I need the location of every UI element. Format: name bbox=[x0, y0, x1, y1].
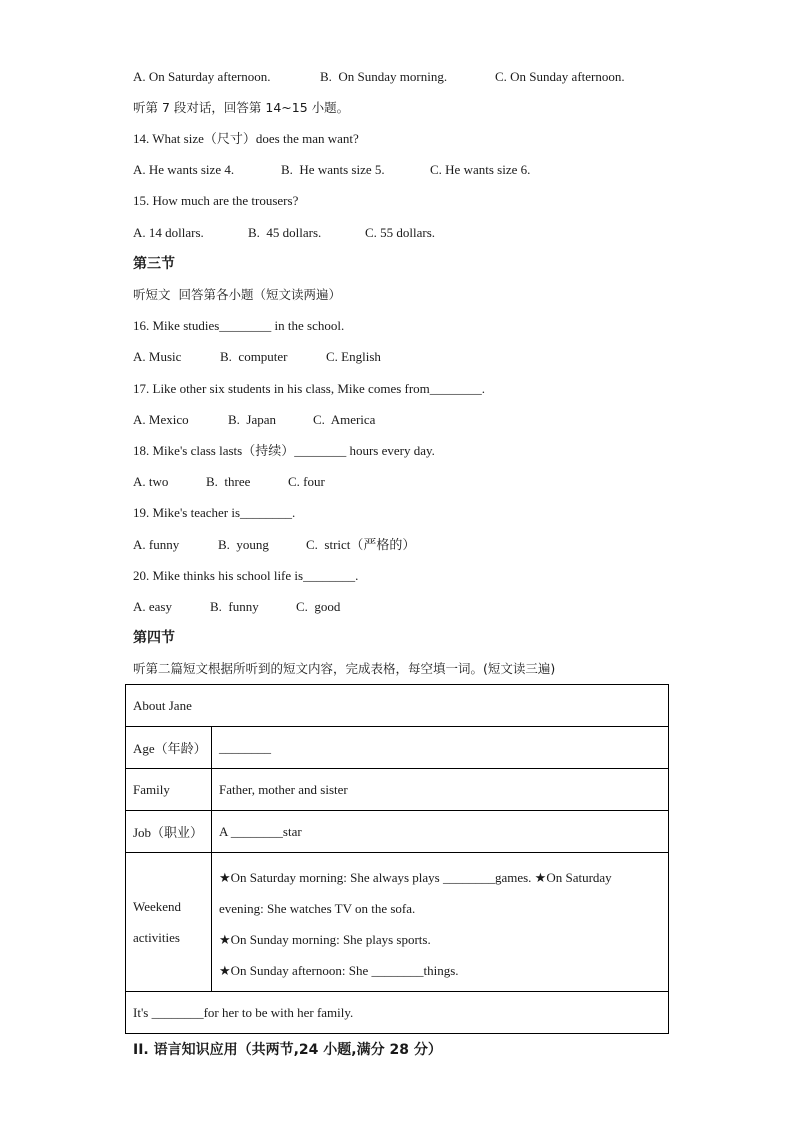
q15-stem: 15. How much are the trousers? bbox=[133, 193, 299, 208]
q14-option-a: A. He wants size 4. bbox=[133, 162, 235, 177]
q20-option-c: C. good bbox=[296, 599, 341, 614]
table-row bbox=[126, 992, 669, 1034]
q18-stem: 18. Mike's class lasts（持续）________ hours every day. bbox=[133, 443, 435, 458]
job-value: A ________star bbox=[212, 811, 669, 853]
q19-stem: 19. Mike's teacher is________. bbox=[133, 505, 296, 520]
job-label: Job（职业） bbox=[126, 811, 212, 853]
q18-option-a: A. two bbox=[133, 474, 169, 489]
table-row bbox=[126, 685, 669, 727]
table-row bbox=[126, 853, 669, 992]
weekend-line: ★On Sunday afternoon: She ________things. bbox=[219, 963, 459, 978]
family-value: Father, mother and sister bbox=[212, 769, 669, 811]
table-footer-cell: It's ________for her to be with her family. bbox=[126, 992, 669, 1034]
q17-option-c: C. America bbox=[313, 412, 376, 427]
q17-option-b: B. Japan bbox=[228, 412, 277, 427]
q16-option-b: B. computer bbox=[220, 349, 288, 364]
about-jane-table bbox=[125, 684, 669, 1034]
q20-option-a: A. easy bbox=[133, 599, 172, 614]
q20-option-b: B. funny bbox=[210, 599, 259, 614]
q14-stem: 14. What size（尺寸）does the man want? bbox=[133, 131, 359, 146]
q13-option-b: B. On Sunday morning. bbox=[320, 69, 448, 84]
section3-instruction: 听短文 回答第各小题（短文读两遍） bbox=[133, 287, 341, 302]
q18-option-b: B. three bbox=[206, 474, 251, 489]
q15-option-a: A. 14 dollars. bbox=[133, 225, 204, 240]
family-label: Family bbox=[126, 769, 212, 811]
q18-option-c: C. four bbox=[288, 474, 325, 489]
dialog7-instruction: 听第 7 段对话，回答第 14~15 小题。 bbox=[133, 100, 350, 115]
table-header-cell: About Jane bbox=[126, 685, 669, 727]
part2-heading: II. 语言知识应用（共两节,24 小题,满分 28 分） bbox=[133, 1042, 442, 1058]
q14-option-c: C. He wants size 6. bbox=[430, 162, 531, 177]
weekend-label-line1: Weekend bbox=[133, 899, 182, 914]
table-row bbox=[126, 811, 669, 853]
q16-stem: 16. Mike studies________ in the school. bbox=[133, 318, 345, 333]
q14-option-b: B. He wants size 5. bbox=[281, 162, 385, 177]
weekend-label-line2: activities bbox=[133, 930, 180, 945]
age-label: Age（年龄） bbox=[126, 727, 212, 769]
q13-option-c: C. On Sunday afternoon. bbox=[495, 69, 625, 84]
section4-instruction: 听第二篇短文根据所听到的短文内容，完成表格，每空填一词。(短文读三遍) bbox=[133, 661, 556, 676]
weekend-line: ★On Saturday morning: She always plays ________games. ★On Saturday bbox=[219, 870, 612, 885]
q13-option-a: A. On Saturday afternoon. bbox=[133, 69, 271, 84]
q15-option-b: B. 45 dollars. bbox=[248, 225, 322, 240]
table-row bbox=[126, 727, 669, 769]
table-row bbox=[126, 769, 669, 811]
q19-option-a: A. funny bbox=[133, 537, 180, 552]
q19-option-c: C. strict（严格的） bbox=[306, 537, 416, 552]
weekend-line: ★On Sunday morning: She plays sports. bbox=[219, 932, 431, 947]
q17-stem: 17. Like other six students in his class, Mike comes from________. bbox=[133, 381, 486, 396]
q20-stem: 20. Mike thinks his school life is________. bbox=[133, 568, 359, 583]
weekend-label bbox=[126, 853, 212, 992]
q19-option-b: B. young bbox=[218, 537, 269, 552]
section4-title: 第四节 bbox=[133, 630, 175, 646]
age-blank: ________ bbox=[212, 727, 669, 769]
weekend-line: evening: She watches TV on the sofa. bbox=[219, 901, 416, 916]
q16-option-a: A. Music bbox=[133, 349, 182, 364]
q16-option-c: C. English bbox=[326, 349, 381, 364]
weekend-activities-cell bbox=[212, 853, 669, 992]
section3-title: 第三节 bbox=[133, 256, 175, 272]
q15-option-c: C. 55 dollars. bbox=[365, 225, 436, 240]
q17-option-a: A. Mexico bbox=[133, 412, 189, 427]
